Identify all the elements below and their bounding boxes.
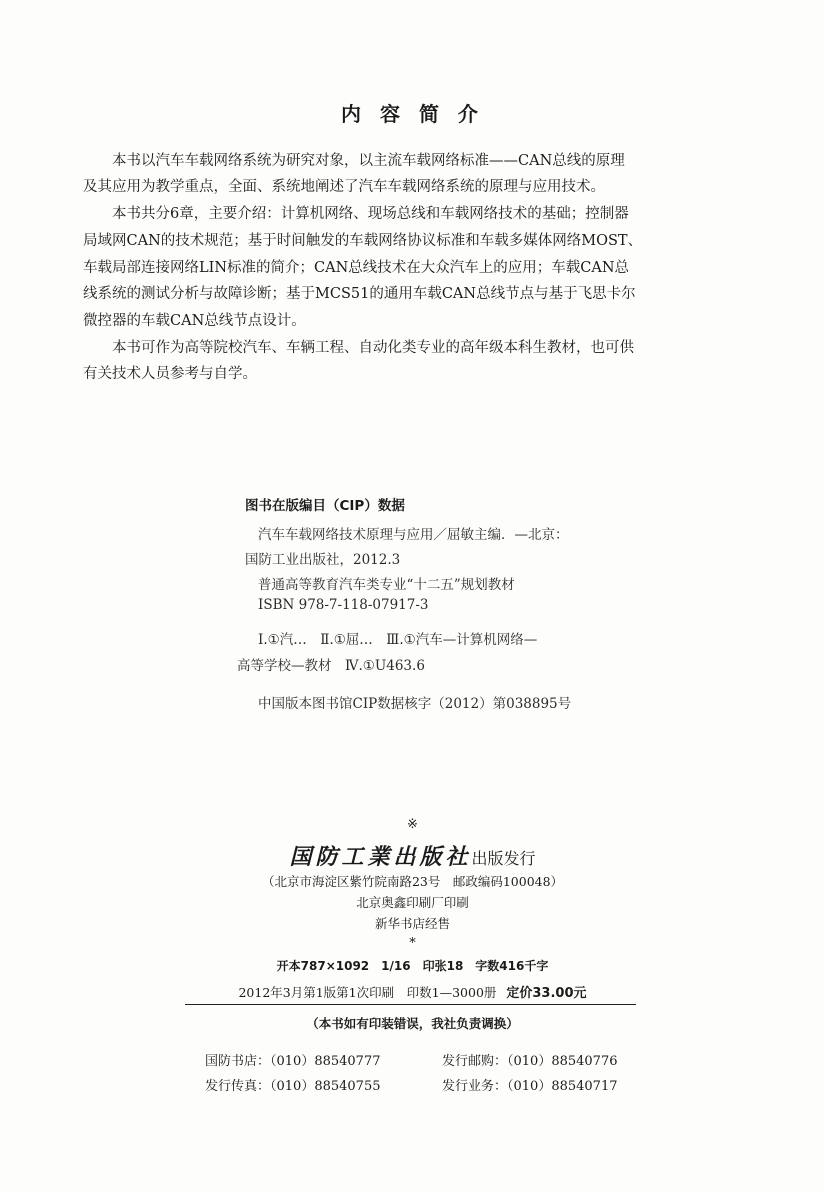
contact-business: 发行业务：（010）88540717 — [442, 1079, 618, 1094]
contact-fax: 发行传真：（010）88540755 — [205, 1079, 381, 1094]
cip-line1: 汽车车载网络技术原理与应用／屈敏主编．—北京： — [258, 527, 569, 543]
publisher-suffix: 出版发行 — [471, 849, 536, 868]
return-notice: （本书如有印装错误，我社负责调换） — [306, 1016, 519, 1031]
intro-p2-line5: 微控器的车载CAN总线节点设计。 — [83, 313, 306, 329]
page-title: 内 容 简 介 — [341, 102, 484, 126]
intro-p2-line2: 局域网CAN的技术规范；基于时间触发的车载网络协议标准和车载多媒体网络MOST、 — [83, 233, 643, 249]
reference-mark: ※ — [407, 817, 418, 832]
cip-heading: 图书在版编目（CIP）数据 — [245, 498, 405, 514]
intro-p3-line2: 有关技术人员参考与自学。 — [83, 366, 257, 382]
contact-bookstore: 国防书店：（010）88540777 — [205, 1054, 381, 1069]
publisher-logo: 国防工業出版社 — [289, 844, 472, 870]
divider-rule — [185, 1004, 636, 1005]
cip-line6: 高等学校—教材 Ⅳ.①U463.6 — [237, 658, 425, 674]
price: 定价33.00元 — [506, 986, 587, 1001]
printer: 北京奥鑫印刷厂印刷 — [356, 895, 469, 910]
edition-info: 2012年3月第1版第1次印刷 印数1—3000册 — [238, 985, 497, 1000]
cip-line3: 普通高等教育汽车类专业“十二五”规划教材 — [258, 577, 515, 593]
separator-star: * — [409, 936, 416, 951]
cip-line4: ISBN 978-7-118-07917-3 — [258, 597, 429, 613]
intro-p1-line2: 及其应用为教学重点，全面、系统地阐述了汽车车载网络系统的原理与应用技术。 — [83, 179, 605, 195]
cip-line5: Ⅰ.①汽… Ⅱ.①屈… Ⅲ.①汽车—计算机网络— — [258, 632, 538, 648]
contact-mail-order: 发行邮购：（010）88540776 — [442, 1054, 618, 1069]
book-specs: 开本787×1092 1/16 印张18 字数416千字 — [276, 959, 549, 973]
intro-p2-line4: 线系统的测试分析与故障诊断；基于MCS51的通用车载CAN总线节点与基于飞思卡尔 — [83, 286, 636, 302]
cip-line2: 国防工业出版社，2012.3 — [245, 552, 401, 568]
distributor: 新华书店经售 — [374, 916, 450, 931]
intro-p3-line1: 本书可作为高等院校汽车、车辆工程、自动化类专业的高年级本科生教材，也可供 — [112, 340, 634, 356]
intro-p2-line3: 车载局部连接网络LIN标准的简介；CAN总线技术在大众汽车上的应用；车载CAN总 — [83, 260, 630, 276]
intro-p1-line1: 本书以汽车车载网络系统为研究对象，以主流车载网络标准——CAN总线的原理 — [112, 153, 625, 169]
publisher-address: （北京市海淀区紫竹院南路23号 邮政编码100048） — [261, 874, 564, 889]
edition-line — [0, 982, 825, 1001]
cip-line7: 中国版本图书馆CIP数据核字（2012）第038895号 — [258, 696, 572, 712]
publisher-line — [0, 840, 825, 871]
intro-p2-line1: 本书共分6章，主要介绍：计算机网络、现场总线和车载网络技术的基础；控制器 — [112, 206, 629, 222]
